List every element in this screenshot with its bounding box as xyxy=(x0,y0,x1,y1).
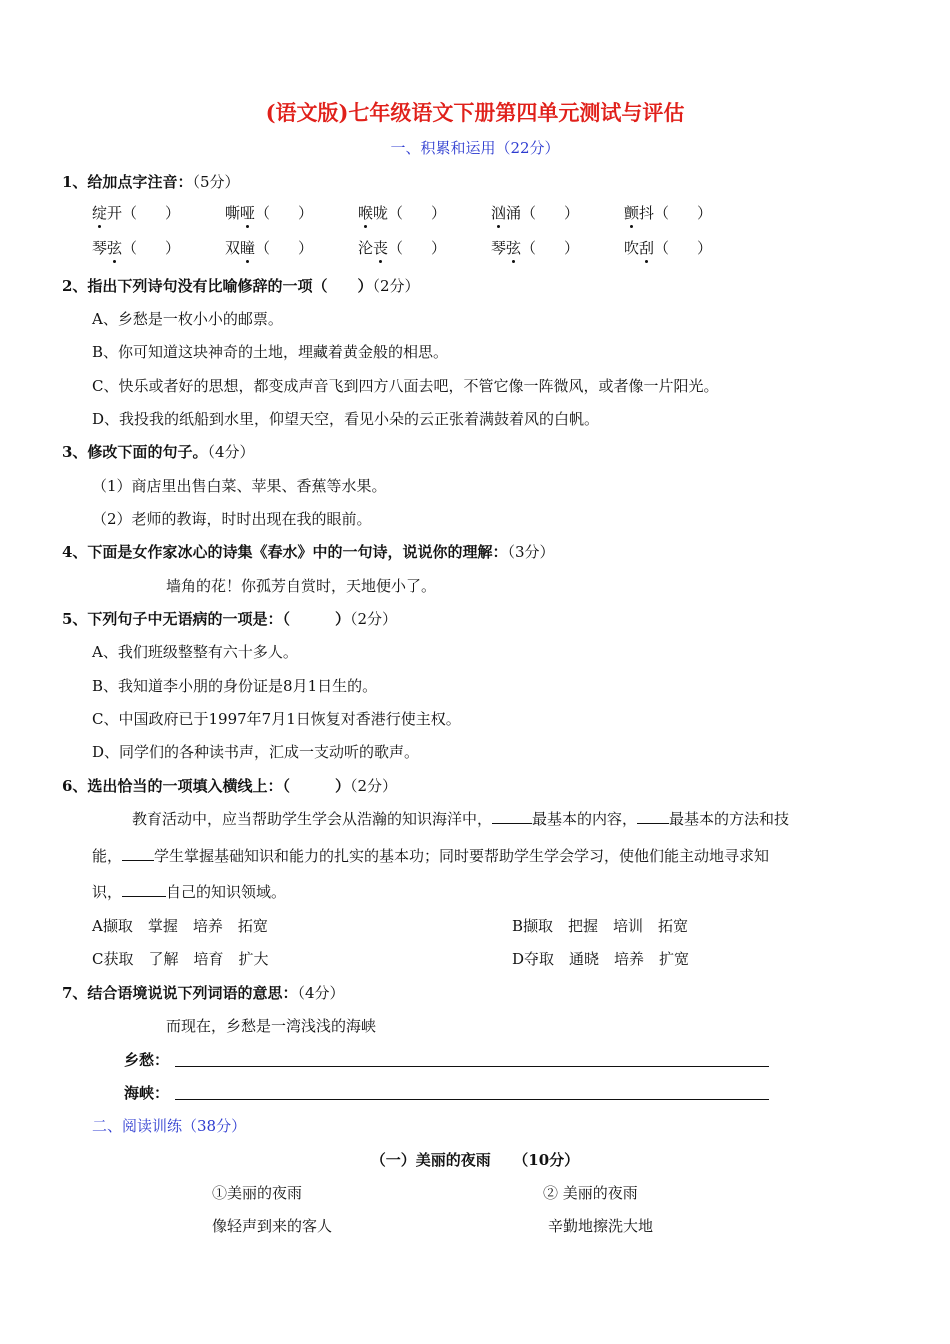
dotted-word: 汹涌 xyxy=(491,204,522,222)
dotted-character: 喉 xyxy=(358,204,374,222)
answer-paren-open: （ xyxy=(388,204,404,222)
dotted-word: 颤抖 xyxy=(624,204,655,222)
question-6-passage-line-1 xyxy=(132,809,789,829)
poem-2-line-2: 辛勤地擦洗大地 xyxy=(548,1217,654,1235)
question-2-option-c: C、快乐或者好的思想，都变成声音飞到四方八面去吧，不管它像一阵微风，或者像一片阳光。 xyxy=(92,377,719,395)
question-3-sentence-2: （2）老师的教诲，时时出现在我的眼前。 xyxy=(92,510,372,528)
dotted-word: 喉咙 xyxy=(358,204,389,222)
question-5-option-a: A、我们班级整整有六十多人。 xyxy=(92,643,298,661)
question-5-option-c: C、中国政府已于1997年7月1日恢复对香港行使主权。 xyxy=(92,710,461,728)
question-6-option-b: B撷取 把握 培训 拓宽 xyxy=(512,917,689,935)
passage-text: 学生掌握基础知识和能力的扎实的基本功；同时要帮助学生学会学习，使他们能主动地寻求知 xyxy=(154,847,770,865)
blank-3[interactable] xyxy=(122,846,154,861)
answer-paren-close: ） xyxy=(697,204,713,222)
pinyin-item xyxy=(225,203,313,223)
section-heading-2: 二、阅读训练（38分） xyxy=(92,1117,247,1135)
passage-text: 自己的知识领域。 xyxy=(166,883,287,901)
answer-paren-close: ） xyxy=(165,239,181,257)
passage-text: 识， xyxy=(92,883,123,901)
dotted-word: 吹刮 xyxy=(624,239,655,257)
dotted-character: 丧 xyxy=(373,239,389,257)
answer-paren-open: （ xyxy=(654,204,670,222)
pinyin-item xyxy=(358,238,446,258)
question-6-option-c: C获取 了解 培育 扩大 xyxy=(92,950,269,968)
passage-text: 最基本的方法和技 xyxy=(669,810,790,828)
question-2-option-d: D、我投我的纸船到水里，仰望天空，看见小朵的云正张着满鼓着风的白帆。 xyxy=(92,410,600,428)
question-3-score: （4分） xyxy=(207,443,255,461)
question-5-score: （2分） xyxy=(349,610,397,628)
question-6-passage-line-2 xyxy=(92,846,769,866)
pinyin-item xyxy=(225,238,313,258)
section-heading-1: 一、积累和运用（22分） xyxy=(390,139,560,157)
question-4 xyxy=(62,542,555,562)
answer-paren-open: （ xyxy=(122,239,138,257)
answer-paren-open: （ xyxy=(122,204,138,222)
question-5-text: 5、下列句子中无语病的一项是：（ ） xyxy=(62,610,350,628)
question-2-score: （2分） xyxy=(372,277,420,295)
answer-paren-close: ） xyxy=(298,204,314,222)
question-1-score: （5分） xyxy=(192,173,240,191)
dotted-word: 嘶哑 xyxy=(225,204,256,222)
dotted-character: 哑 xyxy=(240,204,256,222)
question-3 xyxy=(62,442,255,462)
dotted-character: 颤 xyxy=(624,204,640,222)
question-7-quote: 而现在，乡愁是一湾浅浅的海峡 xyxy=(166,1017,377,1035)
pinyin-item xyxy=(358,203,446,223)
question-6-passage-line-3 xyxy=(92,882,286,902)
question-5 xyxy=(62,609,397,629)
answer-label-2: 海峡： xyxy=(124,1084,170,1102)
question-2-option-a: A、乡愁是一枚小小的邮票。 xyxy=(92,310,283,328)
answer-paren-open: （ xyxy=(654,239,670,257)
answer-paren-open: （ xyxy=(255,204,271,222)
passage-text: 能， xyxy=(92,847,123,865)
dotted-word: 双瞳 xyxy=(225,239,256,257)
blank-1[interactable] xyxy=(492,809,532,824)
answer-paren-close: ） xyxy=(165,204,181,222)
pinyin-item xyxy=(92,238,180,258)
answer-paren-open: （ xyxy=(255,239,271,257)
answer-paren-open: （ xyxy=(388,239,404,257)
answer-paren-close: ） xyxy=(564,204,580,222)
question-6-text: 6、选出恰当的一项填入横线上：（ ） xyxy=(62,777,350,795)
question-1-text: 1、给加点字注音： xyxy=(62,173,193,191)
dotted-character: 刮 xyxy=(639,239,655,257)
question-1 xyxy=(62,172,240,192)
answer-paren-close: ） xyxy=(564,239,580,257)
question-6-score: （2分） xyxy=(349,777,397,795)
answer-line-1[interactable] xyxy=(175,1066,769,1067)
dotted-character: 绽 xyxy=(92,204,108,222)
pinyin-item xyxy=(92,203,180,223)
passage-text: 教育活动中，应当帮助学生学会从浩瀚的知识海洋中， xyxy=(132,810,493,828)
answer-line-2[interactable] xyxy=(175,1099,769,1100)
blank-2[interactable] xyxy=(637,809,669,824)
dotted-character: 瞳 xyxy=(240,239,256,257)
blank-4[interactable] xyxy=(122,882,166,897)
answer-paren-close: ） xyxy=(431,239,447,257)
question-6-option-a: A撷取 掌握 培养 拓宽 xyxy=(92,917,268,935)
question-7-text: 7、结合语境说说下列词语的意思： xyxy=(62,984,298,1002)
pinyin-item xyxy=(624,203,712,223)
answer-paren-close: ） xyxy=(697,239,713,257)
pinyin-item xyxy=(491,203,579,223)
answer-label-1: 乡愁： xyxy=(124,1051,170,1069)
poem-1-line-2: 像轻声到来的客人 xyxy=(212,1217,333,1235)
question-3-text: 3、修改下面的句子。 xyxy=(62,443,208,461)
dotted-word: 绽开 xyxy=(92,204,123,222)
answer-paren-close: ） xyxy=(298,239,314,257)
dotted-word: 沦丧 xyxy=(358,239,389,257)
question-5-option-b: B、我知道李小朋的身份证是8月1日生的。 xyxy=(92,677,378,695)
dotted-character: 弦 xyxy=(506,239,522,257)
poem-2-line-1: ② 美丽的夜雨 xyxy=(543,1184,638,1202)
answer-paren-open: （ xyxy=(521,239,537,257)
question-5-option-d: D、同学们的各种读书声，汇成一支动听的歌声。 xyxy=(92,743,420,761)
passage-text: 最基本的内容， xyxy=(532,810,638,828)
question-4-score: （3分） xyxy=(507,543,555,561)
pinyin-item xyxy=(491,238,579,258)
dotted-character: 汹 xyxy=(491,204,507,222)
question-6 xyxy=(62,776,397,796)
question-2-option-b: B、你可知道这块神奇的土地，埋藏着黄金般的相思。 xyxy=(92,343,449,361)
page-title: (语文版)七年级语文下册第四单元测试与评估 xyxy=(265,100,685,125)
answer-paren-close: ） xyxy=(431,204,447,222)
answer-paren-open: （ xyxy=(521,204,537,222)
pinyin-item xyxy=(624,238,712,258)
question-2 xyxy=(62,276,420,296)
question-4-text: 4、下面是女作家冰心的诗集《春水》中的一句诗，说说你的理解： xyxy=(62,543,508,561)
question-7-score: （4分） xyxy=(297,984,345,1002)
question-3-sentence-1: （1）商店里出售白菜、苹果、香蕉等水果。 xyxy=(92,477,387,495)
dotted-word: 琴弦 xyxy=(491,239,522,257)
reading-title: （一）美丽的夜雨 （10分） xyxy=(370,1151,580,1169)
question-2-text: 2、指出下列诗句没有比喻修辞的一项（ ） xyxy=(62,277,373,295)
dotted-character: 弦 xyxy=(107,239,123,257)
question-7 xyxy=(62,983,345,1003)
question-6-option-d: D夺取 通晓 培养 扩宽 xyxy=(512,950,690,968)
poem-1-line-1: ①美丽的夜雨 xyxy=(212,1184,303,1202)
dotted-word: 琴弦 xyxy=(92,239,123,257)
question-4-poem: 墙角的花！你孤芳自赏时，天地便小了。 xyxy=(166,577,437,595)
